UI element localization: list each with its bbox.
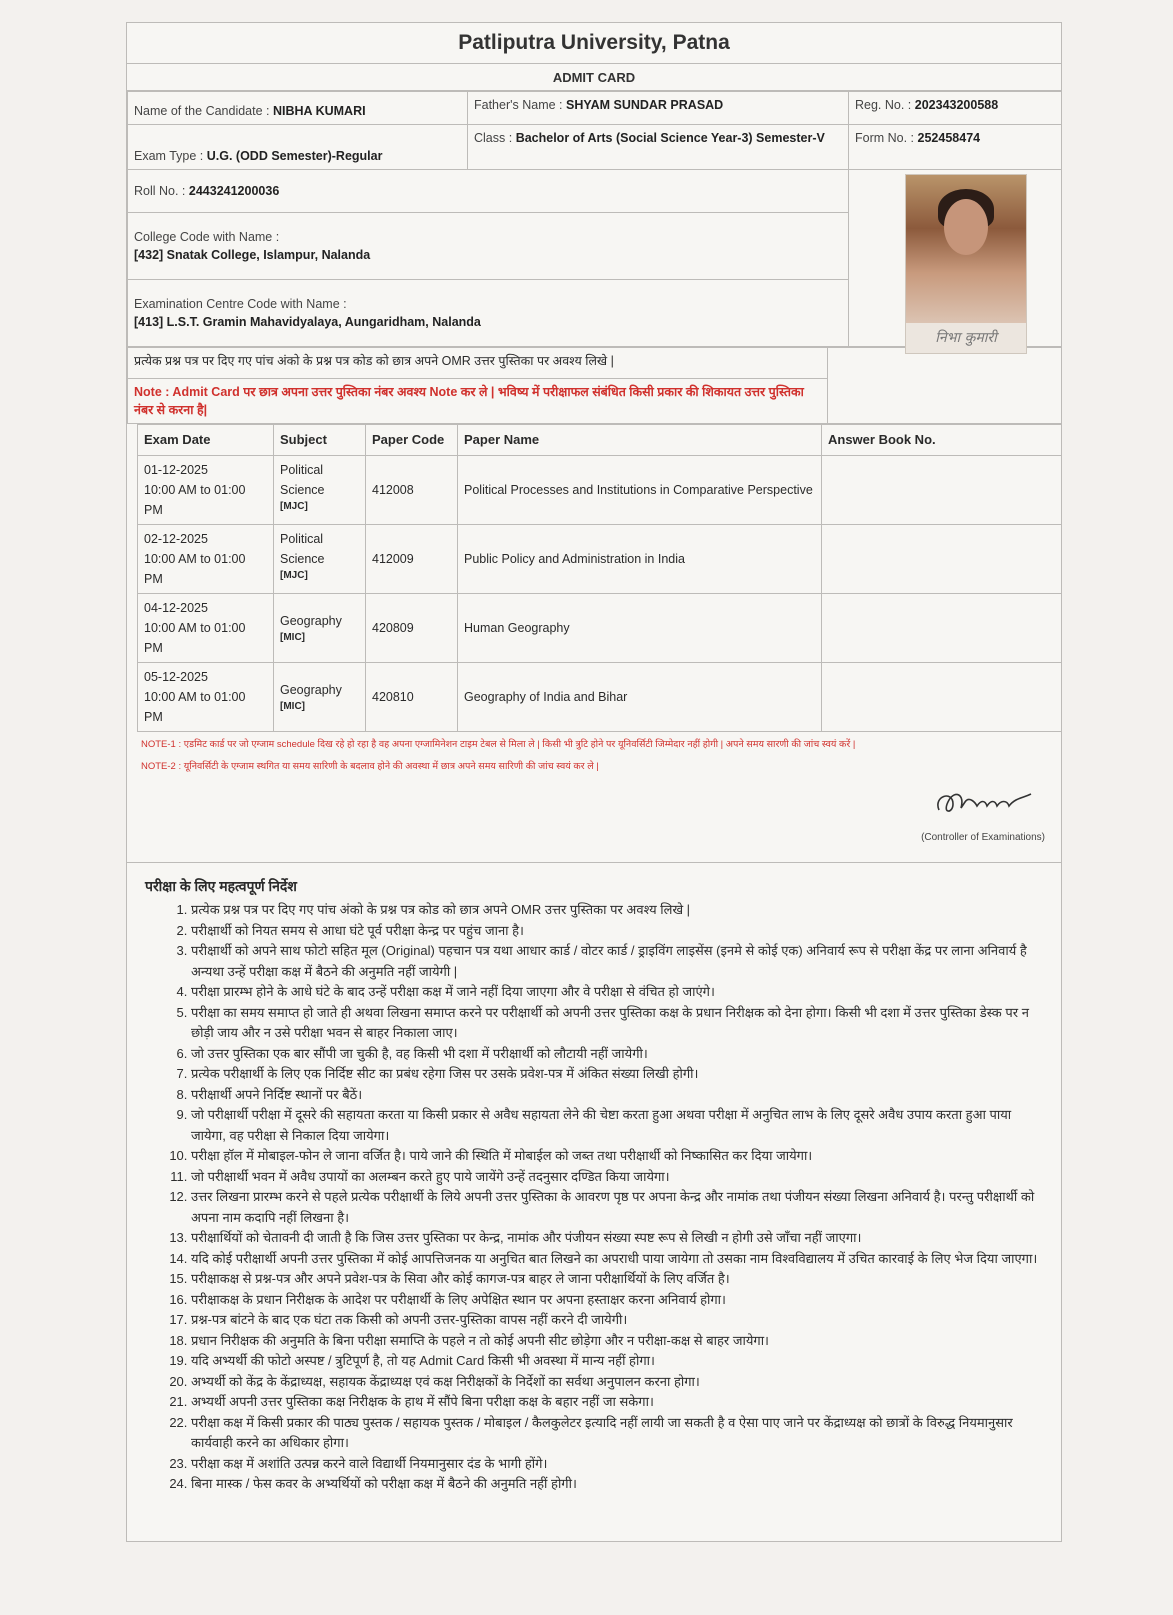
list-item: 1. प्रत्येक प्रश्न पत्र पर दिए गए पांच अंको के प्रश्न पत्र कोड को छात्र अपने OMR उत्तर पुस्तिका पर अवश्य लिखे | — [191, 900, 1043, 921]
candidate-name-cell — [128, 92, 468, 125]
header-subject: Subject — [274, 425, 366, 456]
form-no-cell — [849, 125, 1062, 170]
candidate-name-label: Name of the Candidate : — [134, 104, 270, 118]
exam-date — [138, 525, 274, 594]
time-value: 10:00 AM to 01:00 PM — [144, 621, 246, 655]
list-item: 10. परीक्षा हॉल में मोबाइल-फोन ले जाना वर्जित है। पाये जाने की स्थिति में मोबाईल को जब्त तथा परीक्षार्थी को निष्कासित कर दिया जायेगा। — [191, 1146, 1043, 1167]
exam-date — [138, 456, 274, 525]
form-no-label: Form No. : — [855, 131, 915, 145]
list-item: 4. परीक्षा प्रारम्भ होने के आधे घंटे के बाद उन्हें परीक्षा कक्ष में जाने नहीं दिया जाएगा और वे परीक्षा से वंचित हो जाएंगे। — [191, 982, 1043, 1003]
college-value: [432] Snatak College, Islampur, Nalanda — [134, 248, 371, 262]
list-item: 14. यदि कोई परीक्षार्थी अपनी उत्तर पुस्तिका में कोई आपत्तिजनक या अनुचित बात लिखने का अपराधी पाया जायेगा तो उसका नाम विश्वविद्यालय में उचित कारवाई के लिए भेज दिया जाएगा। — [191, 1249, 1043, 1270]
candidate-photo — [905, 174, 1027, 354]
subject-value: Geography — [280, 614, 342, 628]
header-exam-date: Exam Date — [138, 425, 274, 456]
list-item: 8. परीक्षार्थी अपने निर्दिष्ट स्थानों पर बैठें। — [191, 1085, 1043, 1106]
subject-value: Geography — [280, 683, 342, 697]
class-cell — [468, 125, 849, 170]
table-row — [138, 663, 1062, 732]
reg-no-label: Reg. No. : — [855, 98, 912, 112]
instructions-section — [127, 863, 1061, 1495]
header-paper-name: Paper Name — [458, 425, 822, 456]
date-value: 04-12-2025 — [144, 601, 208, 615]
exam-date — [138, 594, 274, 663]
list-item: 24. बिना मास्क / फेस कवर के अभ्यर्थियों को परीक्षा कक्ष में बैठने की अनुमति नहीं होगी। — [191, 1474, 1043, 1495]
list-item: 15. परीक्षाकक्ष से प्रश्न-पत्र और अपने प्रवेश-पत्र के सिवा और कोई कागज-पत्र बाहर ले जाना परीक्षार्थियों के लिए वर्जित है। — [191, 1269, 1043, 1290]
university-title: Patliputra University, Patna — [127, 23, 1061, 64]
date-value: 05-12-2025 — [144, 670, 208, 684]
subject-tag: [MJC] — [280, 570, 308, 581]
roll-no-label: Roll No. : — [134, 184, 186, 198]
instructions-heading: परीक्षा के लिए महत्वपूर्ण निर्देश — [145, 878, 297, 894]
subject — [274, 594, 366, 663]
centre-cell — [128, 280, 849, 347]
roll-no-cell — [128, 170, 849, 213]
subject — [274, 525, 366, 594]
controller-signature-block — [127, 776, 1061, 863]
subject — [274, 663, 366, 732]
list-item: 16. परीक्षाकक्ष के प्रधान निरीक्षक के आदेश पर परीक्षार्थी के लिए अपेक्षित स्थान पर अपना हस्ताक्षर करना अनिवार्य होगा। — [191, 1290, 1043, 1311]
list-item: 20. अभ्यर्थी को केंद्र के केंद्राध्यक्ष, सहायक केंद्राध्यक्ष एवं कक्ष निरीक्षकों के निर्देशों का सर्वथा अनुपालन करना होगा। — [191, 1372, 1043, 1393]
note-2: NOTE-2 : यूनिवर्सिटी के एग्जाम स्थगित या समय सारिणी के बदलाव होने की अवस्था में छात्र अपने समय सारिणी की जांच स्वयं कर ले | — [141, 761, 599, 772]
notice-line: प्रत्येक प्रश्न पत्र पर दिए गए पांच अंको के प्रश्न पत्र कोड को छात्र अपने OMR उत्तर पुस्तिका पर अवश्य लिखे | — [128, 348, 828, 379]
candidate-details-table — [127, 91, 1062, 347]
table-row — [138, 594, 1062, 663]
list-item: 22. परीक्षा कक्ष में किसी प्रकार की पाठ्य पुस्तक / सहायक पुस्तक / मोबाइल / कैलकुलेटर इत्यादि नहीं लायी जा सकती है व ऐसा पाए जाने पर केंद्राध्यक्ष को छात्रों के विरुद्ध नियमानुसार कार्यवाही करने का अधिकार होगा। — [191, 1413, 1043, 1454]
father-name-label: Father's Name : — [474, 98, 563, 112]
paper-code: 420809 — [366, 594, 458, 663]
list-item: 3. परीक्षार्थी को अपने साथ फोटो सहित मूल (Original) पहचान पत्र यथा आधार कार्ड / वोटर कार्ड / ड्राइविंग लाइसेंस (इनमे से कोई एक) अनिवार्य रूप से परीक्षा केंद्र पर लाना अनिवार्य है अन्यथा उन्हें परीक्षा कक्ष में बैठने की अनुमति नहीं जायेगी | — [191, 941, 1043, 982]
list-item: 2. परीक्षार्थी को नियत समय से आधा घंटे पूर्व परीक्षा केन्द्र पर पहुंच जाना है। — [191, 921, 1043, 942]
exam-schedule-table — [137, 424, 1062, 732]
admit-card — [126, 22, 1062, 1542]
paper-code: 420810 — [366, 663, 458, 732]
subject — [274, 456, 366, 525]
table-row — [138, 525, 1062, 594]
notice-red: Note : Admit Card पर छात्र अपना उत्तर पुस्तिका नंबर अवश्य Note कर ले | भविष्य में परीक्षाफल संबंधित किसी प्रकार की शिकायत उत्तर पुस्तिका नंबर से करना है| — [128, 379, 828, 424]
paper-name: Political Processes and Institutions in Comparative Perspective — [458, 456, 822, 525]
list-item: 7. प्रत्येक परीक्षार्थी के लिए एक निर्दिष्ट सीट का प्रबंध रहेगा जिस पर उसके प्रवेश-पत्र में अंकित संख्या लिखी होगी। — [191, 1064, 1043, 1085]
exam-type: U.G. (ODD Semester)-Regular — [206, 149, 383, 163]
list-item: 17. प्रश्न-पत्र बांटने के बाद एक घंटा तक किसी को अपनी उत्तर-पुस्तिका वापस नहीं करने दी जायेगी। — [191, 1310, 1043, 1331]
photo-signature: निभा कुमारी — [906, 323, 1026, 353]
time-value: 10:00 AM to 01:00 PM — [144, 552, 246, 586]
paper-name: Public Policy and Administration in India — [458, 525, 822, 594]
subject-tag: [MIC] — [280, 632, 305, 643]
class-label: Class : — [474, 131, 513, 145]
class-value: Bachelor of Arts (Social Science Year-3) Semester-V — [515, 131, 825, 145]
table-row — [138, 456, 1062, 525]
exam-type-cell — [128, 125, 468, 170]
answer-book-no — [822, 663, 1062, 732]
college-label: College Code with Name : — [134, 230, 280, 244]
instructions-list — [145, 900, 1043, 1495]
note-1: NOTE-1 : एडमिट कार्ड पर जो एग्जाम schedule दिख रहे हो रहा है वह अपना एग्जामिनेशन टाइम टेबल से मिला ले | किसी भी त्रुटि होने पर यूनिवर्सिटी जिम्मेदार नहीं होगी | अपने समय सारणी की जांच स्वयं करें | — [141, 739, 856, 750]
admit-card-heading: ADMIT CARD — [127, 64, 1061, 91]
exam-date — [138, 663, 274, 732]
father-name: SHYAM SUNDAR PRASAD — [566, 98, 724, 112]
paper-name: Geography of India and Bihar — [458, 663, 822, 732]
answer-book-no — [822, 525, 1062, 594]
subject-tag: [MIC] — [280, 701, 305, 712]
paper-code: 412009 — [366, 525, 458, 594]
reg-no: 202343200588 — [914, 98, 999, 112]
father-name-cell — [468, 92, 849, 125]
list-item: 6. जो उत्तर पुस्तिका एक बार सौंपी जा चुकी है, वह किसी भी दशा में परीक्षार्थी को लौटायी नहीं जायेगी। — [191, 1044, 1043, 1065]
list-item: 12. उत्तर लिखना प्रारम्भ करने से पहले प्रत्येक परीक्षार्थी के लिये अपनी उत्तर पुस्तिका के आवरण पृष्ठ पर अपना केन्द्र और नामांक तथा पंजीयन संख्या लिखना अनिवार्य है। परन्तु परीक्षार्थी को अपना नाम कदापि नहीं लिखना है। — [191, 1187, 1043, 1228]
paper-name: Human Geography — [458, 594, 822, 663]
list-item: 18. प्रधान निरीक्षक की अनुमति के बिना परीक्षा समाप्ति के पहले न तो कोई अपनी सीट छोड़ेगा और न परीक्षा-कक्ष से बाहर जायेगा। — [191, 1331, 1043, 1352]
list-item: 13. परीक्षार्थियों को चेतावनी दी जाती है कि जिस उत्तर पुस्तिका पर केन्द्र, नामांक और पंजीयन संख्या स्पष्ट रूप से लिखी न होगी उसे जाँचा नहीं जाएगा। — [191, 1228, 1043, 1249]
subject-value: Political Science — [280, 463, 325, 497]
list-item: 11. जो परीक्षार्थी भवन में अवैध उपायों का अलम्बन करते हुए पाये जायेंगे उन्हें तदनुसार दण्डित किया जायेगा। — [191, 1167, 1043, 1188]
answer-book-no — [822, 456, 1062, 525]
notice-table — [127, 347, 1062, 424]
list-item: 5. परीक्षा का समय समाप्त हो जाते ही अथवा लिखना समाप्त करने पर परीक्षार्थी को अपनी उत्तर पुस्तिका कक्ष के प्रधान निरीक्षक को देना होगा। किसी भी दशा में उत्तर पुस्तिका डेस्क पर न छोड़ी जाय और न उसे परीक्षा भवन से बाहर निकाला जाए। — [191, 1003, 1043, 1044]
centre-value: [413] L.S.T. Gramin Mahavidyalaya, Aungaridham, Nalanda — [134, 315, 481, 329]
list-item: 21. अभ्यर्थी अपनी उत्तर पुस्तिका कक्ष निरीक्षक के हाथ में सौंपे बिना परीक्षा कक्ष के बहार नहीं जा सकेगा। — [191, 1392, 1043, 1413]
notice-blank — [828, 348, 1062, 424]
centre-label: Examination Centre Code with Name : — [134, 297, 347, 311]
controller-signature — [931, 782, 1041, 822]
controller-label: (Controller of Examinations) — [921, 832, 1045, 843]
subject-tag: [MJC] — [280, 501, 308, 512]
header-answer-book: Answer Book No. — [822, 425, 1062, 456]
list-item: 23. परीक्षा कक्ष में अशांति उत्पन्न करने वाले विद्यार्थी नियमानुसार दंड के भागी होंगे। — [191, 1454, 1043, 1475]
list-item: 9. जो परीक्षार्थी परीक्षा में दूसरे की सहायता करता या किसी प्रकार से अवैध सहायता लेने की चेष्टा करता हुआ अथवा परीक्षा में अनुचित लाभ के लिए दूसरे अवैध उपाय करता हुआ पाया जायेगा, वह परीक्षा से निकाल दिया जायेगा। — [191, 1105, 1043, 1146]
photo-cell — [849, 170, 1062, 347]
date-value: 01-12-2025 — [144, 463, 208, 477]
college-cell — [128, 213, 849, 280]
date-value: 02-12-2025 — [144, 532, 208, 546]
photo-face — [944, 199, 988, 255]
list-item: 19. यदि अभ्यर्थी की फोटो अस्पष्ट / त्रुटिपूर्ण है, तो यह Admit Card किसी भी अवस्था में मान्य नहीं होगा। — [191, 1351, 1043, 1372]
exam-type-label: Exam Type : — [134, 149, 204, 163]
subject-value: Political Science — [280, 532, 325, 566]
reg-no-cell — [849, 92, 1062, 125]
time-value: 10:00 AM to 01:00 PM — [144, 483, 246, 517]
answer-book-no — [822, 594, 1062, 663]
candidate-name: NIBHA KUMARI — [272, 104, 366, 118]
form-no: 252458474 — [917, 131, 981, 145]
roll-no: 2443241200036 — [188, 184, 280, 198]
paper-code: 412008 — [366, 456, 458, 525]
header-paper-code: Paper Code — [366, 425, 458, 456]
time-value: 10:00 AM to 01:00 PM — [144, 690, 246, 724]
